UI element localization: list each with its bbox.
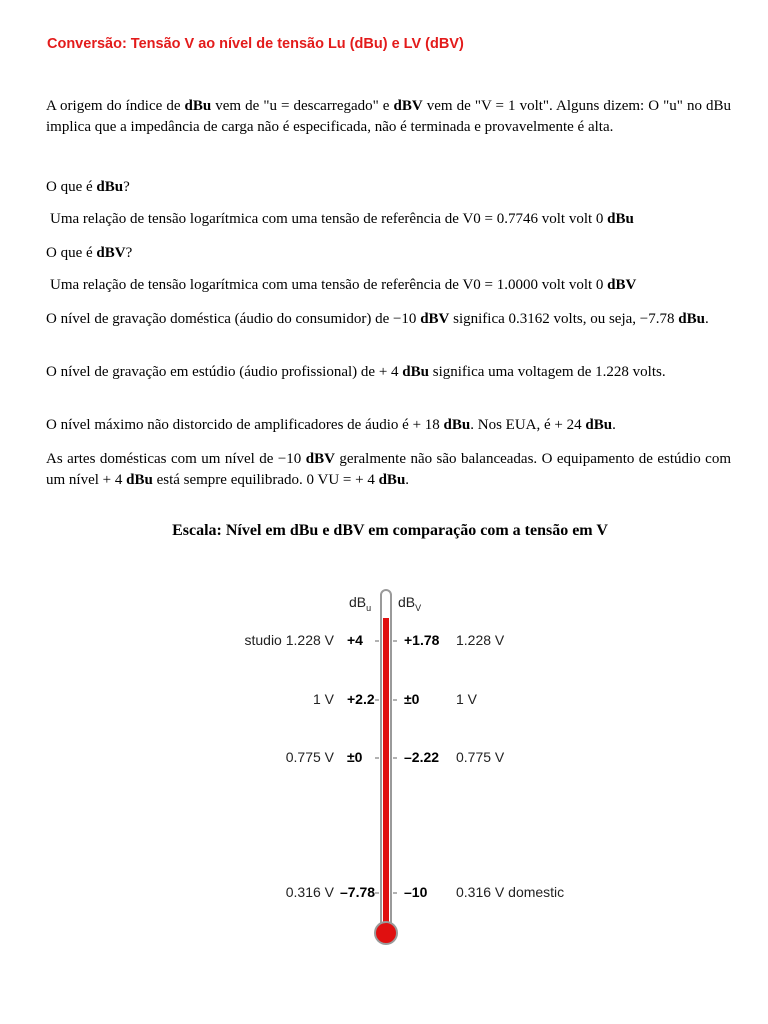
level-thermometer-diagram [230, 578, 590, 948]
document-title: Conversão: Tensão V ao nível de tensão Lu (dBu) e LV (dBV) [47, 36, 464, 52]
answer-dbv: Uma relação de tensão logarítmica com uma tensão de referência de V0 = 1.0000 volt volt 0 dBV [50, 277, 637, 293]
row-0316-left-label: 0.316 V [285, 884, 334, 900]
row-0775-dbv: –2.22 [404, 749, 440, 765]
row-studio-right-label: 1.228 V [456, 632, 505, 648]
paragraph-domestic-level: O nível de gravação doméstica (áudio do consumidor) de −10 dBV significa 0.3162 volts, ou seja, −7.78 dBu. [46, 311, 709, 327]
paragraph-origin: A origem do índice de dBu vem de "u = descarregado" e dBV vem de "V = 1 volt". Alguns dizem: O "u" no dBu implica que a impedância de carga não é especificada, não é terminada e provavelmente é alta. [46, 98, 731, 135]
row-0775-right-label: 0.775 V [456, 749, 505, 765]
row-0316-dbv: –10 [404, 884, 428, 900]
question-dbv: O que é dBV? [46, 245, 133, 261]
row-0775-left-label: 0.775 V [285, 749, 334, 765]
paragraph-studio-level: O nível de gravação em estúdio (áudio profissional) de + 4 dBu significa uma voltagem de 1.228 volts. [46, 364, 666, 380]
paragraph-balanced: As artes domésticas com um nível de −10 dBV geralmente não são balanceadas. O equipamento de estúdio com um nível + 4 dBu está sempre equilibrado. 0 VU = + 4 dBu. [46, 451, 731, 488]
row-0775-dbu: ±0 [347, 749, 363, 765]
header-dbv: $dB_V$ [398, 594, 422, 613]
row-studio-dbv: +1.78 [404, 632, 440, 648]
row-studio-left-label: studio 1.228 V [244, 632, 334, 648]
row-0316-right-label: 0.316 V domestic [456, 884, 565, 900]
answer-dbu: Uma relação de tensão logarítmica com uma tensão de referência de V0 = 0.7746 volt volt 0 dBu [50, 211, 634, 227]
scale-title: Escala: Nível em dBu e dBV em comparação com a tensão em V [172, 522, 608, 539]
thermometer-mercury [383, 618, 389, 930]
row-1v-right-label: 1 V [456, 691, 478, 707]
row-1v-dbu: +2.2 [347, 691, 375, 707]
row-1v-dbv: ±0 [404, 691, 420, 707]
thermometer-bulb [375, 922, 397, 944]
row-1v-left-label: 1 V [312, 691, 334, 707]
question-dbu: O que é dBu? [46, 179, 130, 195]
row-studio-dbu: +4 [347, 632, 363, 648]
row-0316-dbu: –7.78 [340, 884, 376, 900]
paragraph-max-level: O nível máximo não distorcido de amplificadores de áudio é + 18 dBu. Nos EUA, é + 24 dBu. [46, 417, 616, 433]
header-dbu: $dB_u$ [349, 594, 372, 613]
